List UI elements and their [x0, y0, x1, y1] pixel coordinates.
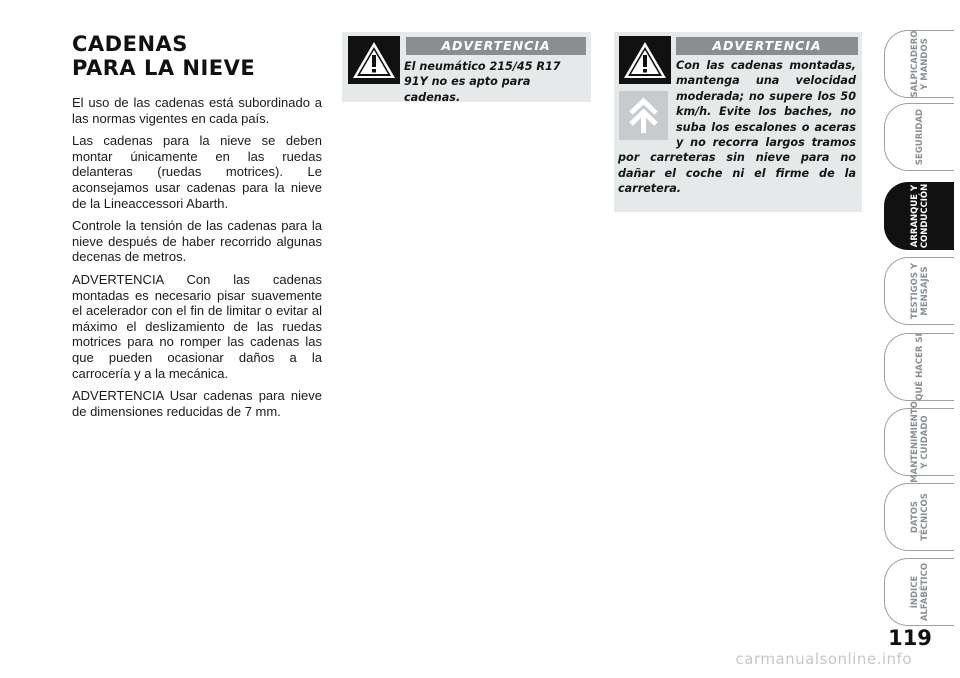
- body-text: [72, 95, 322, 426]
- tab-label-line: ARRANQUE Y: [909, 184, 920, 248]
- watermark: carmanualsonline.info: [735, 650, 912, 668]
- tab-label: [910, 401, 930, 483]
- paragraph: Las cadenas para la nieve se deben montar únicamente en las ruedas delanteras (ruedas motrices). Le aconsejamos usar cadenas para la nieve de la Lineaccessori Abarth.: [72, 133, 322, 211]
- tab-seguridad[interactable]: [884, 103, 954, 171]
- tab-label: [915, 333, 925, 400]
- tab-label: [910, 263, 930, 319]
- tab-que-hacer[interactable]: [884, 333, 954, 401]
- tab-label-line: MENSAJES: [919, 266, 930, 316]
- paragraph: ADVERTENCIA Usar cadenas para nieve de dimensiones reducidas de 7 mm.: [72, 388, 322, 419]
- paragraph: Controle la tensión de las cadenas para la nieve después de haber recorrido algunas decenas de metros.: [72, 218, 322, 265]
- warning-triangle-icon: [348, 36, 400, 84]
- warning-text: [618, 58, 856, 197]
- tab-label: [910, 493, 930, 541]
- tab-label: [910, 184, 930, 249]
- warning-label: ADVERTENCIA: [676, 37, 858, 55]
- page-title: [72, 32, 332, 80]
- tab-label-line: SEGURIDAD: [914, 108, 925, 166]
- tab-label-line: SALPICADERO: [909, 30, 920, 98]
- tab-label-line: CONDUCCIÓN: [919, 183, 930, 249]
- tab-label-line: QUÉ HACER SI: [914, 333, 925, 401]
- tab-label-line: TÉCNICOS: [919, 493, 930, 541]
- paragraph: ADVERTENCIA Con las cadenas montadas es necesario pisar suavemente el acelerador con el fin de limitar o evitar al máximo el deslizamiento de las ruedas motrices para no romper las cadenas las que pueden ocasionar daños a la carrocería y a la mecánica.: [72, 271, 322, 381]
- tab-testigos[interactable]: [884, 257, 954, 325]
- tab-mantenimiento[interactable]: [884, 401, 954, 483]
- text-wrap-spacer: [618, 58, 676, 150]
- tab-label-line: DATOS: [909, 500, 920, 534]
- warning-text-content: Con las cadenas montadas, mantenga una velocidad moderada; no supere los 50 km/h. Evite los baches, no suba los escalones o aceras y no recorra largos tramos por carreteras sin nieve para no dañar el coche ni el firme de la carretera.: [618, 59, 856, 196]
- warning-text: El neumático 215/45 R17 91Y no es apto para cadenas.: [404, 60, 561, 104]
- page-number: 119: [888, 626, 932, 650]
- tab-label-line: ALFABÉTICO: [919, 562, 930, 622]
- tab-label: [910, 31, 930, 98]
- tab-indice[interactable]: [884, 558, 954, 626]
- title-line-2: PARA LA NIEVE: [72, 56, 256, 80]
- warning-box-chains-speed: [614, 32, 862, 212]
- warning-label: ADVERTENCIA: [406, 37, 586, 55]
- tab-label: [910, 563, 930, 621]
- title-line-1: CADENAS: [72, 32, 188, 56]
- tab-label-line: MANTENIMIENTO: [909, 401, 920, 483]
- tab-label-line: Y MANDOS: [919, 38, 930, 90]
- tab-label-line: ÍNDICE: [909, 575, 920, 609]
- paragraph: El uso de las cadenas está subordinado a las normas vigentes en cada país.: [72, 95, 322, 126]
- tab-salpicadero[interactable]: [884, 30, 954, 98]
- warning-box-tire: [342, 32, 591, 102]
- tab-datos-tecnicos[interactable]: [884, 483, 954, 551]
- tab-label-line: Y CUIDADO: [919, 415, 930, 469]
- tab-label: [915, 109, 925, 165]
- tab-label-line: TESTIGOS Y: [909, 262, 920, 320]
- tab-arranque[interactable]: [884, 182, 954, 250]
